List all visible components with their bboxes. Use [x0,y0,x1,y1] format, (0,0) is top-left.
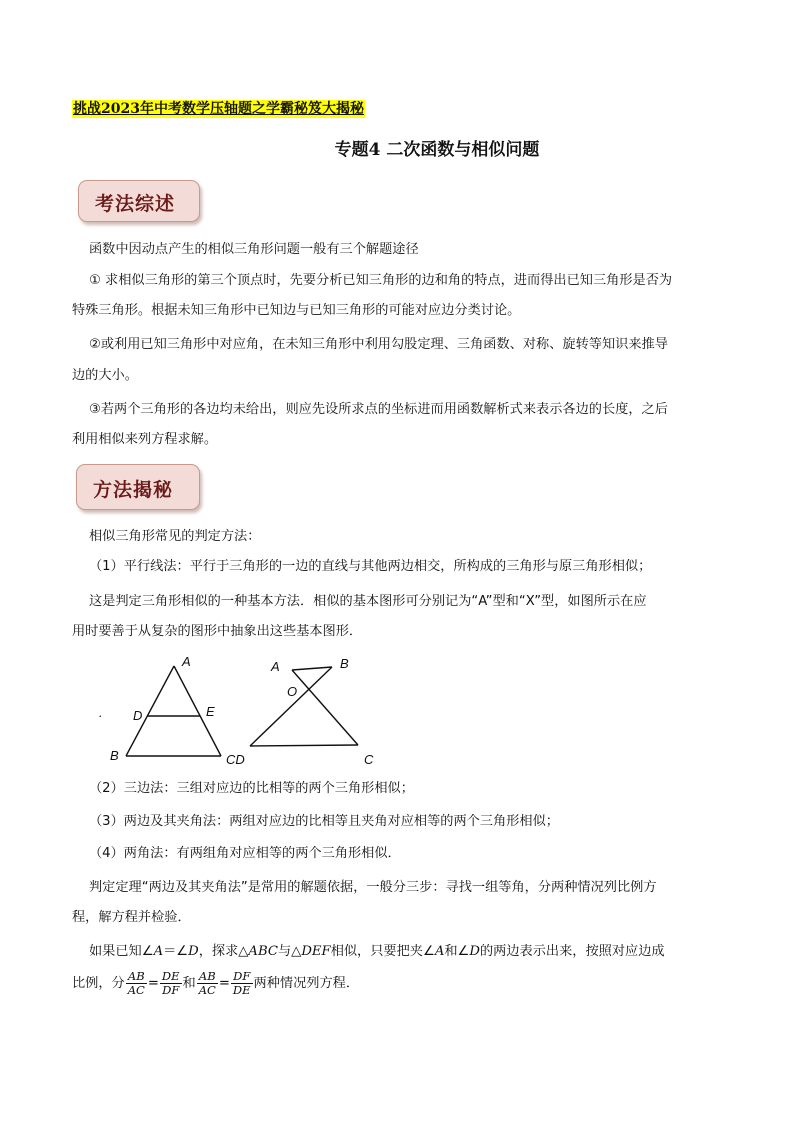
method-sas: （3）两边及其夹角法：两组对应边的比相等且夹角对应相等的两个三角形相似； [89,814,559,829]
fraction-denominator: DE [232,982,251,997]
overview-point3-line1: ③若两个三角形的各边均未给出，则应先设所求点的坐标进而用函数解析式来表示各边的长度，之后 [89,402,668,417]
math-var: ABC [248,944,278,959]
text-segment: 和∠ [444,944,470,959]
x-type-bd [250,667,332,746]
fraction-denominator: DF [162,982,180,997]
section-heading-overview [78,180,200,222]
fraction-numerator: DE [161,968,180,983]
equals-sign: = [218,976,230,991]
label-b2: B [340,656,349,671]
label-b1: B [110,748,119,763]
label-a1: A [182,654,191,669]
overview-point1-line1: ① 求相似三角形的第三个顶点时，先要分析已知三角形的边和角的特点，进而得出已知三角形是否为 [89,273,673,288]
text-segment: 相似，只要把夹∠ [330,944,435,959]
label-a2: A [271,659,280,674]
overview-point1-line2: 特殊三角形。根据未知三角形中已知边与已知三角形的可能对应边分类讨论。 [72,303,521,318]
x-type-ac [292,670,358,745]
method-theorem-line1: 判定定理“两边及其夹角法”是常用的解题依据，一般分三步：寻找一组等角，分两种情况列比例方 [89,880,657,895]
label-o: O [287,684,298,699]
label-e: E [206,704,215,719]
fraction-de-df [160,970,182,997]
method-basic-line2: 用时要善于从复杂的图形中抽象出这些基本图形． [72,624,363,639]
label-cd: CD [226,752,245,767]
method-aa: （4）两角法：有两组角对应相等的两个三角形相似． [89,846,401,861]
section-heading-method [76,464,200,510]
text-segment: 和 [182,976,196,991]
label-d: D [133,708,143,723]
x-type-figure [250,667,358,746]
fraction-denominator: AC [127,982,145,997]
overview-point2-line2: 边的大小。 [72,368,138,383]
text-segment: 的两边表示出来，按照对应边成 [479,944,665,959]
method-parallel: （1）平行线法：平行于三角形的一边的直线与其他两边相交，所构成的三角形与原三角形相似； [89,559,652,574]
text-segment: 比例，分 [72,976,125,991]
fraction-df-de [231,970,253,997]
label-c: C [364,752,374,767]
method-intro: 相似三角形常见的判定方法： [89,529,261,544]
math-var: A [153,944,164,959]
text-segment: 与△ [277,944,302,959]
method-example-line1 [72,937,724,967]
fraction-numerator: DF [231,970,253,984]
fraction-numerator: AB [197,970,218,984]
page-title: 专题4 二次函数与相似问题 [334,140,540,160]
method-theorem-line2: 程，解方程并检验． [72,910,191,925]
math-var: D [469,944,480,959]
fraction-denominator: AC [198,982,216,997]
section-label-method: 方法揭秘 [93,479,174,501]
overview-intro: 函数中因动点产生的相似三角形问题一般有三个解题途径 [89,242,419,257]
text-segment: ＝∠ [163,944,189,959]
label-dot: . [99,705,103,720]
similar-triangles-figure [90,650,410,770]
math-var: D [188,944,199,959]
x-type-dc [250,745,358,746]
text-segment: 如果已知∠ [89,944,154,959]
overview-point3-line2: 利用相似来列方程求解。 [72,432,218,447]
x-type-ab [292,667,332,670]
text-segment: 两种情况列方程． [253,976,360,991]
method-example-line2 [72,967,724,1001]
equals-sign: = [147,976,159,991]
method-basic-line1: 这是判定三角形相似的一种基本方法．相似的基本图形可分别记为“A”型和“X”型，如图所示在应 [89,594,647,609]
math-var: A [434,944,445,959]
fraction-ab-ac [126,970,147,997]
fraction-numerator: AB [126,970,147,984]
section-label-overview: 考法综述 [95,193,176,215]
overview-point2-line1: ②或利用已知三角形中对应角，在未知三角形中利用勾股定理、三角函数、对称、旋转等知识来推导 [89,337,668,352]
fraction-ab-ac-2 [197,970,218,997]
series-title: 挑战2023年中考数学压轴题之学霸秘笈大揭秘 [73,101,364,117]
text-segment: ，探求△ [198,944,249,959]
math-var: DEF [301,944,331,959]
method-sss: （2）三边法：三组对应边的比相等的两个三角形相似； [89,781,414,796]
